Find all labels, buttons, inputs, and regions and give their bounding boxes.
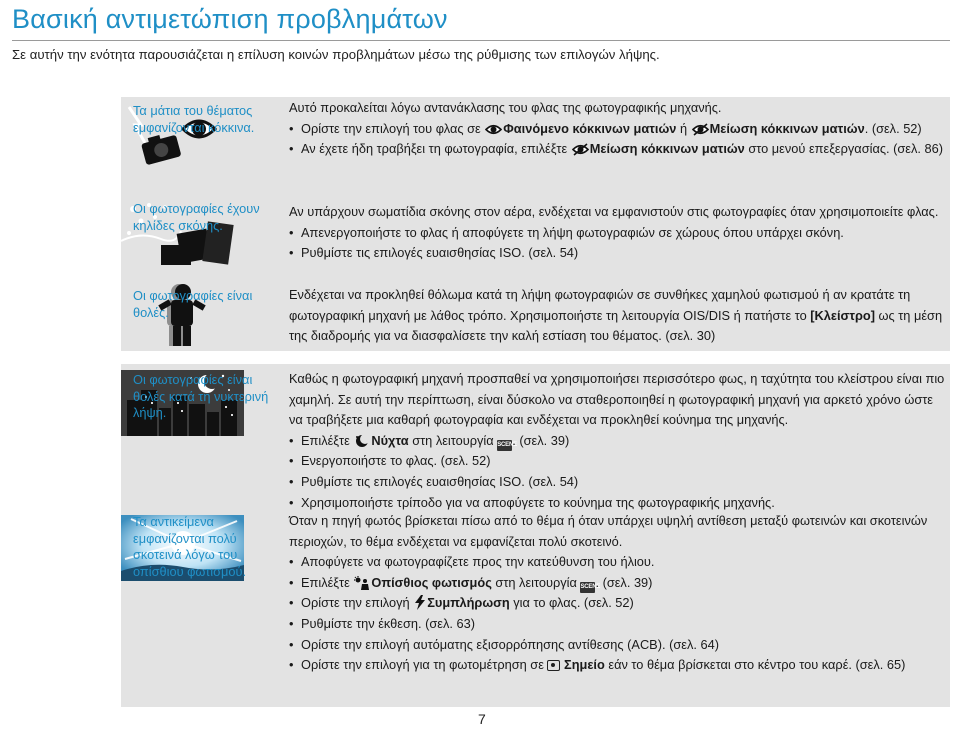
backlight-icon [354,576,370,590]
red-eye-fix-icon [572,143,589,156]
page-subtitle: Σε αυτήν την ενότητα παρουσιάζεται η επίλυση κοινών προβλημάτων μέσω της ρύθμισης των επιλογών λήψης. [12,47,660,62]
night-mode-icon [354,434,370,448]
solution-list [289,511,947,676]
solution-item: • Απενεργοποιήστε το φλας ή αποφύγετε τη λήψη φωτογραφιών σε χώρους όπου υπάρχει σκόνη. [289,223,947,244]
solution-text: Αν υπάρχουν σωματίδια σκόνης στον αέρα, ενδέχεται να εμφανιστούν στις φωτογραφίες όταν χρησιμοποιείτε φλας. [289,204,939,219]
problem-title: Οι φωτογραφίες είναι θολές κατά τη νυκτερινή λήψη. [133,372,269,420]
solution-list [289,285,947,347]
solution-item: • Ορίστε την επιλογή Συμπλήρωση για το φλας. (σελ. 52) [289,593,947,614]
solution-list [289,202,947,264]
scene-icon: SCENE [497,440,512,451]
solution-item: • Ορίστε την επιλογή του φλας σε Φαινόμενο κόκκινων ματιών ή Μείωση κόκκινων ματιών. (σελ. 52) [289,119,947,140]
red-eye-fix-icon [692,123,709,136]
solution-text: Όταν η πηγή φωτός βρίσκεται πίσω από το θέμα ή όταν υπάρχει υψηλή αντίθεση μεταξύ φωτεινών και σκοτεινών περιοχών, το θέμα ενδέχεται να εμφανίζεται πολύ σκοτεινό. [289,513,928,549]
solution-item: • Ρυθμίστε τις επιλογές ευαισθησίας ISO. (σελ. 54) [289,243,947,264]
solution-item: • Χρησιμοποιήστε τρίποδο για να αποφύγετε το κούνημα της φωτογραφικής μηχανής. [289,493,947,514]
solution-item: • Επιλέξτε Νύχτα στη λειτουργία SCENE. (σελ. 39) [289,431,947,452]
solution-item: • Αποφύγετε να φωτογραφίζετε προς την κατεύθυνση του ήλιου. [289,552,947,573]
problem-title: Τα μάτια του θέματος εμφανίζονται κόκκινα. [133,103,255,135]
page-number: 7 [478,711,486,727]
problem-title: Τα αντικείμενα εμφανίζονται πολύ σκοτεινά λόγω του οπίσθιου φωτισμού. [133,514,247,579]
red-eye-icon [485,123,502,136]
solution-list [289,369,947,513]
solution-item: • Ορίστε την επιλογή αυτόματης εξισορρόπησης αντίθεσης (ACB). (σελ. 64) [289,635,947,656]
solution-list [289,98,947,160]
solution-item: • Επιλέξτε Οπίσθιος φωτισμός στη λειτουργία SCENE. (σελ. 39) [289,573,947,594]
troubleshooting-panel-2 [121,364,950,707]
fill-flash-icon [414,595,426,610]
solution-item: • Ενεργοποιήστε το φλας. (σελ. 52) [289,451,947,472]
solution-item: • Ρυθμίστε την έκθεση. (σελ. 63) [289,614,947,635]
troubleshooting-panel-1 [121,97,950,351]
scene-icon: SCENE [580,582,595,593]
solution-item: • Ρυθμίστε τις επιλογές ευαισθησίας ISO. (σελ. 54) [289,472,947,493]
title-divider [12,40,950,41]
solution-item: • Ορίστε την επιλογή για τη φωτομέτρηση σε Σημείο εάν το θέμα βρίσκεται στο κέντρο του καρέ. (σελ. 65) [289,655,947,676]
solution-text: Ενδέχεται να προκληθεί θόλωμα κατά τη λήψη φωτογραφιών σε συνθήκες χαμηλού φωτισμού ή αν κρατάτε τη φωτογραφική μηχανή με λάθος τρόπο. Χρησιμοποιήστε τη λειτουργία OIS/DIS ή πατήστε το [Κλείστρο] ως τη μέση της διαδρομής για να διασφαλίσετε την καλή εστίαση του θέματος. (σελ. 30) [289,287,943,344]
spot-metering-icon [547,660,560,671]
problem-title: Οι φωτογραφίες είναι θολές. [133,288,253,320]
solution-text: Καθώς η φωτογραφική μηχανή προσπαθεί να χρησιμοποιήσει περισσότερο φως, η ταχύτητα του κλείστρου είναι πιο χαμηλή. Σε αυτή την περίπτωση, είναι δύσκολο να σταθεροποιηθεί η φωτογραφική μηχανή για αρκετό χρόνο ώστε να τραβήξετε μια καθαρή φωτογραφία και ενδέχεται να προκληθεί κούνημα της μηχανής. [289,371,945,428]
problem-title: Οι φωτογραφίες έχουν κηλίδες σκόνης. [133,201,260,233]
solution-item: • Αν έχετε ήδη τραβήξει τη φωτογραφία, επιλέξτε Μείωση κόκκινων ματιών στο μενού επεξεργασίας. (σελ. 86) [289,139,947,160]
solution-text: Αυτό προκαλείται λόγω αντανάκλασης του φλας της φωτογραφικής μηχανής. [289,100,722,115]
page-title: Βασική αντιμετώπιση προβλημάτων [12,4,448,34]
